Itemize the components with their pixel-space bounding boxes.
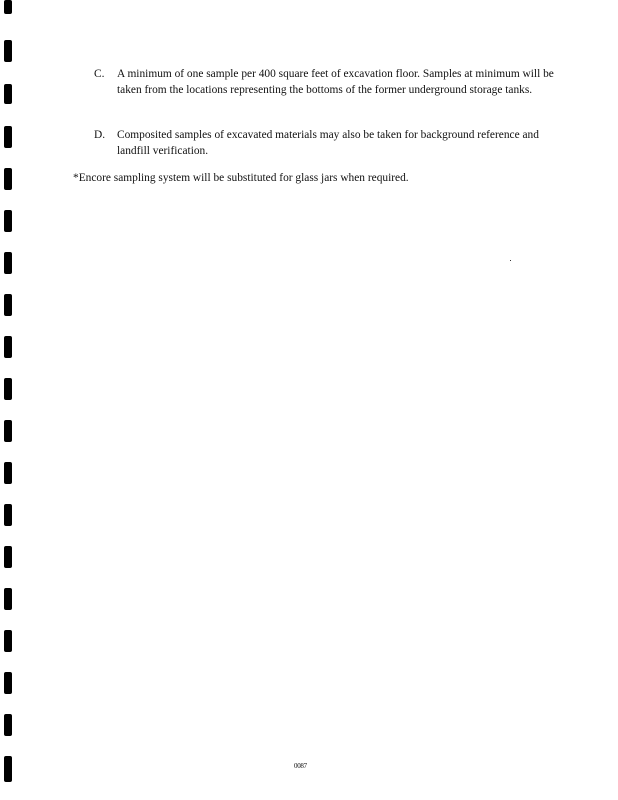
binder-holes	[0, 0, 14, 800]
binder-hole	[4, 546, 12, 568]
binder-hole	[4, 252, 12, 274]
footnote: *Encore sampling system will be substituted for glass jars when required.	[73, 172, 409, 184]
list-item-text: A minimum of one sample per 400 square feet of excavation floor. Samples at minimum will be taken from the locations representing the bottoms of the former underground storage tanks.	[117, 68, 554, 96]
binder-hole	[4, 168, 12, 190]
binder-hole	[4, 588, 12, 610]
list-item-d	[94, 128, 554, 159]
binder-hole	[4, 40, 12, 62]
binder-hole	[4, 714, 12, 736]
binder-hole	[4, 126, 12, 148]
binder-hole	[4, 84, 12, 104]
binder-hole	[4, 378, 12, 400]
binder-hole	[4, 420, 12, 442]
binder-hole	[4, 504, 12, 526]
binder-hole	[4, 462, 12, 484]
page-number: 0087	[294, 762, 307, 770]
binder-hole	[4, 756, 12, 782]
stray-mark	[510, 260, 511, 261]
binder-hole	[4, 672, 12, 694]
binder-hole	[4, 0, 12, 14]
binder-hole	[4, 210, 12, 232]
list-item-letter: C.	[94, 68, 105, 80]
binder-hole	[4, 336, 12, 358]
list-item-c	[94, 67, 554, 98]
binder-hole	[4, 630, 12, 652]
list-item-text: Composited samples of excavated materials may also be taken for background reference and landfill verification.	[117, 129, 539, 157]
list-item-letter: D.	[94, 129, 106, 141]
binder-hole	[4, 294, 12, 316]
